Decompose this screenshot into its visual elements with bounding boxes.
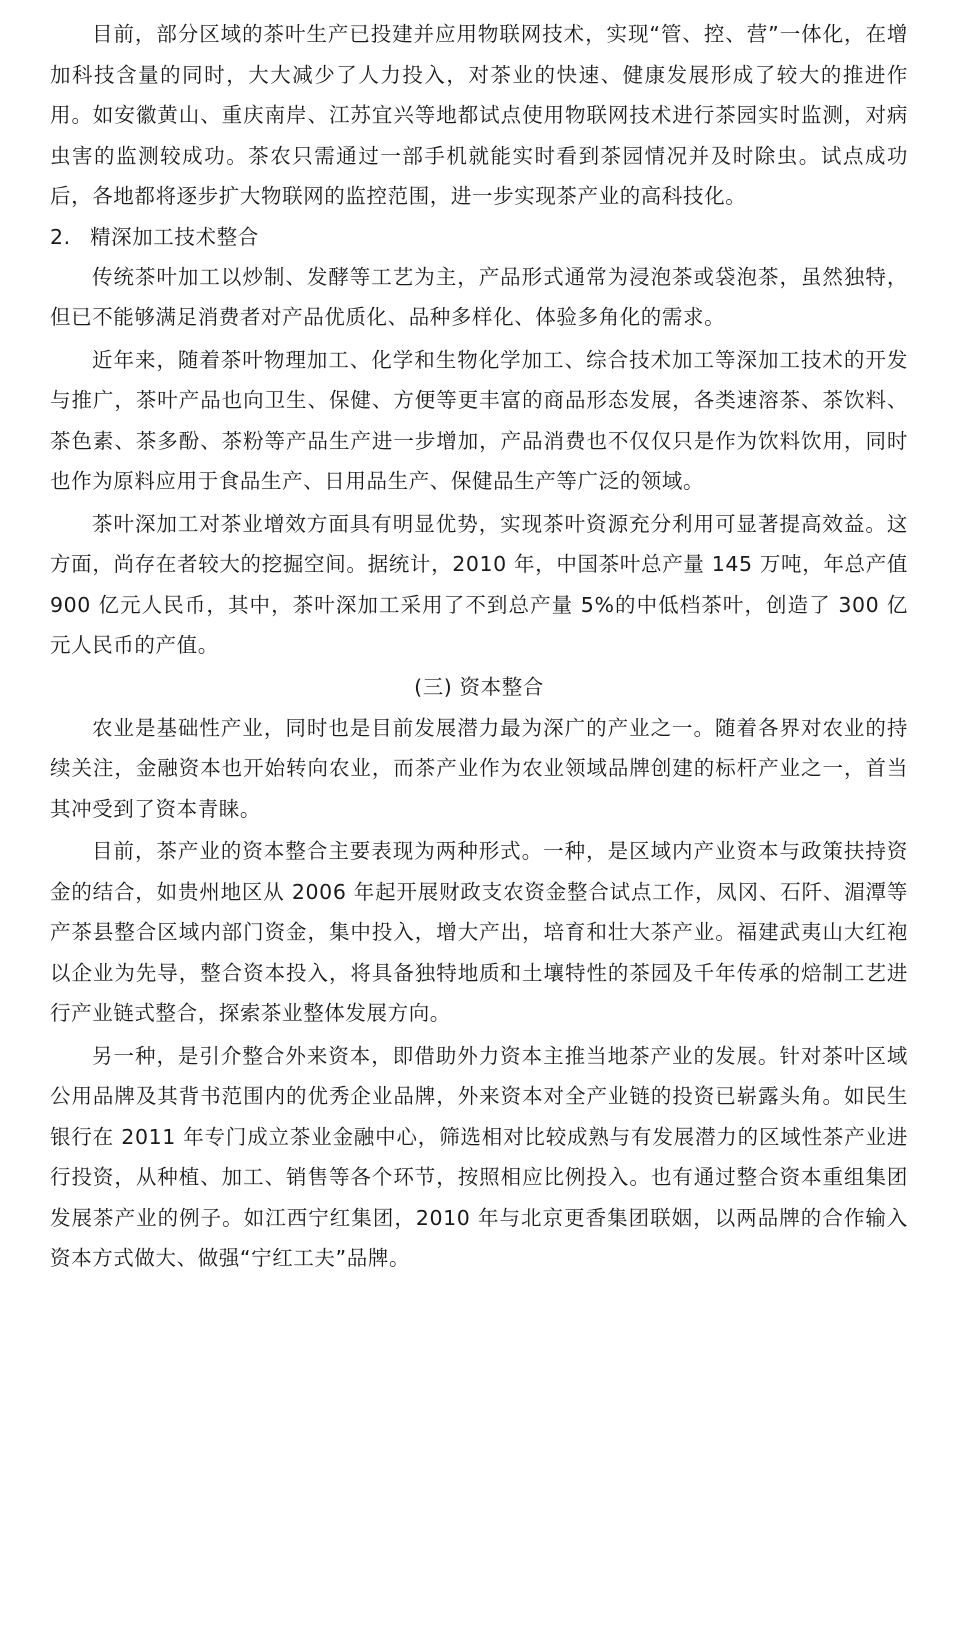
section-number: 2.: [50, 224, 71, 249]
section-heading-capital-integration: (三) 资本整合: [414, 674, 544, 699]
section-heading-deep-processing: [50, 217, 908, 257]
paragraph-iot: 目前，部分区域的茶叶生产已投建并应用物联网技术，实现“管、控、营”一体化，在增加科技含量的同时，大大减少了人力投入，对茶业的快速、健康发展形成了较大的推进作用。如安徽黄山、重庆南岸、江苏宜兴等地都试点使用物联网技术进行茶园实时监测，对病虫害的监测较成功。茶农只需通过一部手机就能实时看到茶园情况并及时除虫。试点成功后，各地都将逐步扩大物联网的监控范围，进一步实现茶产业的高科技化。: [50, 22, 908, 208]
document-body: [50, 14, 908, 1279]
paragraph-capital-forms: 目前，茶产业的资本整合主要表现为两种形式。一种，是区域内产业资本与政策扶持资金的结合，如贵州地区从 2006 年起开展财政支农资金整合试点工作，凤冈、石阡、湄潭等产茶县整合区域内部门资金，集中投入，增大产出，培育和壮大茶产业。福建武夷山大红袍以企业为先导，整合资本投入，将具备独特地质和土壤特性的茶园及千年传承的焙制工艺进行产业链式整合，探索茶业整体发展方向。: [50, 839, 908, 1025]
paragraph-recent-years: 近年来，随着茶叶物理加工、化学和生物化学加工、综合技术加工等深加工技术的开发与推广，茶叶产品也向卫生、保健、方便等更丰富的商品形态发展，各类速溶茶、茶饮料、茶色素、茶多酚、茶粉等产品生产进一步增加，产品消费也不仅仅只是作为饮料饮用，同时也作为原料应用于食品生产、日用品生产、保健品生产等广泛的领域。: [50, 347, 908, 493]
paragraph-traditional-processing: 传统茶叶加工以炒制、发酵等工艺为主，产品形式通常为浸泡茶或袋泡茶，虽然独特，但已不能够满足消费者对产品优质化、品种多样化、体验多角化的需求。: [50, 264, 908, 329]
paragraph-external-capital: 另一种，是引介整合外来资本，即借助外力资本主推当地茶产业的发展。针对茶叶区域公用品牌及其背书范围内的优秀企业品牌，外来资本对全产业链的投资已崭露头角。如民生银行在 2011 年专门成立茶业金融中心，筛选相对比较成熟与有发展潜力的区域性茶产业进行投资，从种植、加工、销售等各个环节，按照相应比例投入。也有通过整合资本重组集团发展茶产业的例子。如江西宁红集团，2010 年与北京更香集团联姻，以两品牌的合作输入资本方式做大、做强“宁红工夫”品牌。: [50, 1043, 908, 1270]
paragraph-agriculture: 农业是基础性产业，同时也是目前发展潜力最为深广的产业之一。随着各界对农业的持续关注，金融资本也开始转向农业，而茶产业作为农业领域品牌创建的标杆产业之一，首当其冲受到了资本青睐。: [50, 715, 908, 821]
section-title: 精深加工技术整合: [90, 224, 259, 249]
paragraph-deep-processing-advantage: 茶叶深加工对茶业增效方面具有明显优势，实现茶叶资源充分利用可显著提高效益。这方面，尚存在者较大的挖掘空间。据统计，2010 年，中国茶叶总产量 145 万吨，年总产值 900 亿元人民币，其中，茶叶深加工采用了不到总产量 5%的中低档茶叶，创造了 300 亿元人民币的产值。: [50, 511, 908, 657]
